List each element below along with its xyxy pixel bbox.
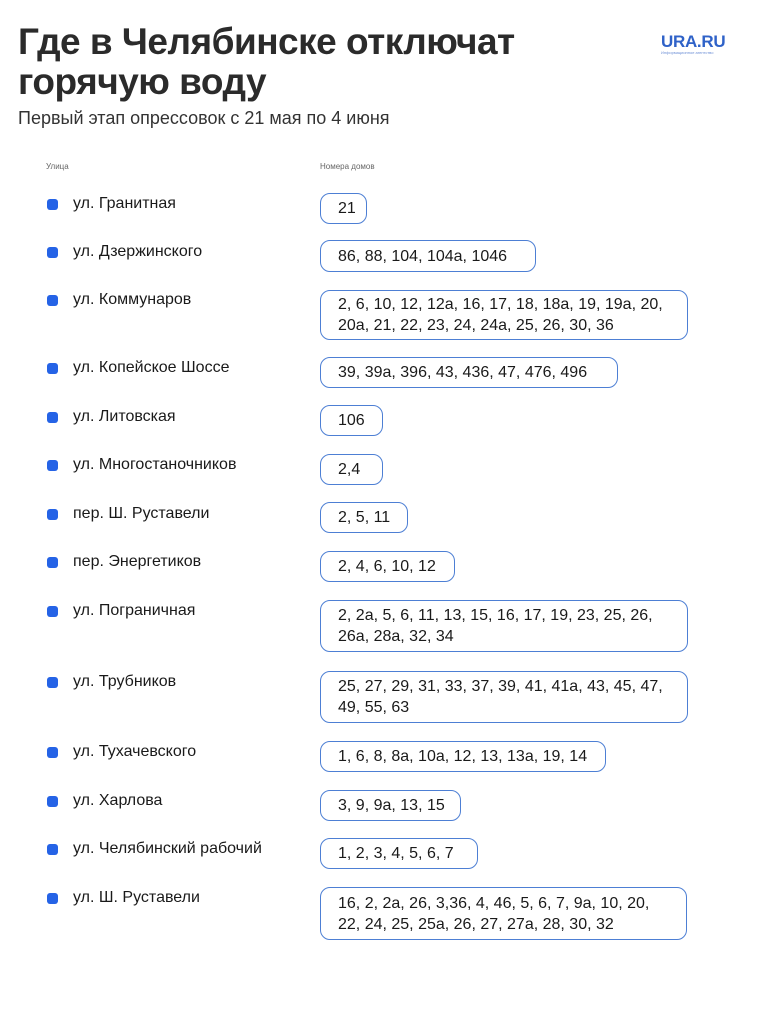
- bullet-icon: [47, 747, 58, 758]
- bullet-icon: [47, 295, 58, 306]
- house-numbers: 2, 6, 10, 12, 12а, 16, 17, 18, 18а, 19, 19а, 20, 20а, 21, 22, 23, 24, 24а, 25, 26, 30, 36: [320, 290, 688, 340]
- bullet-icon: [47, 844, 58, 855]
- house-numbers: 3, 9, 9а, 13, 15: [320, 790, 461, 821]
- bullet-icon: [47, 509, 58, 520]
- house-numbers: 1, 6, 8, 8а, 10а, 12, 13, 13а, 19, 14: [320, 741, 606, 772]
- street-name: пер. Ш. Руставели: [73, 505, 210, 522]
- house-numbers: 25, 27, 29, 31, 33, 37, 39, 41, 41а, 43, 45, 47, 49, 55, 63: [320, 671, 688, 723]
- street-name: ул. Литовская: [73, 408, 176, 425]
- street-name: ул. Коммунаров: [73, 291, 192, 308]
- street-name: ул. Харлова: [73, 792, 163, 809]
- house-numbers: 2, 5, 11: [320, 502, 408, 533]
- bullet-icon: [47, 677, 58, 688]
- street-name: пер. Энергетиков: [73, 553, 202, 570]
- bullet-icon: [47, 460, 58, 471]
- ura-ru-logo[interactable]: [661, 33, 741, 55]
- house-numbers: 86, 88, 104, 104а, 1046: [320, 240, 536, 272]
- bullet-icon: [47, 606, 58, 617]
- logo-tagline: Информационное агентство: [661, 50, 714, 55]
- column-header-houses: Номера домов: [320, 162, 375, 171]
- bullet-icon: [47, 363, 58, 374]
- house-numbers: 21: [320, 193, 367, 224]
- bullet-icon: [47, 893, 58, 904]
- bullet-icon: [47, 199, 58, 210]
- street-name: ул. Ш. Руставели: [73, 889, 200, 906]
- house-numbers: 2,4: [320, 454, 383, 485]
- house-numbers: 16, 2, 2а, 26, 3,36, 4, 46, 5, 6, 7, 9а, 10, 20, 22, 24, 25, 25а, 26, 27, 27а, 28, 30, 32: [320, 887, 687, 940]
- street-name: ул. Гранитная: [73, 195, 176, 212]
- bullet-icon: [47, 412, 58, 423]
- logo-wordmark: URA.RU: [661, 32, 726, 51]
- house-numbers: 39, 39а, 396, 43, 436, 47, 476, 496: [320, 357, 618, 388]
- street-name: ул. Копейское Шоссе: [73, 359, 230, 376]
- house-numbers: 1, 2, 3, 4, 5, 6, 7: [320, 838, 478, 869]
- bullet-icon: [47, 557, 58, 568]
- house-numbers: 2, 4, 6, 10, 12: [320, 551, 455, 582]
- page-title: Где в Челябинске отключат горячую воду: [18, 21, 515, 102]
- street-name: ул. Пограничная: [73, 602, 196, 619]
- street-name: ул. Дзержинского: [73, 243, 203, 260]
- bullet-icon: [47, 247, 58, 258]
- house-numbers: 2, 2а, 5, 6, 11, 13, 15, 16, 17, 19, 23, 25, 26, 26а, 28а, 32, 34: [320, 600, 688, 652]
- street-name: ул. Трубников: [73, 673, 177, 690]
- street-name: ул. Челябинский рабочий: [73, 840, 262, 857]
- house-numbers: 106: [320, 405, 383, 436]
- page-subtitle: Первый этап опрессовок с 21 мая по 4 июня: [18, 108, 390, 128]
- street-name: ул. Тухачевского: [73, 743, 197, 760]
- column-header-street: Улица: [46, 162, 69, 171]
- street-name: ул. Многостаночников: [73, 456, 237, 473]
- bullet-icon: [47, 796, 58, 807]
